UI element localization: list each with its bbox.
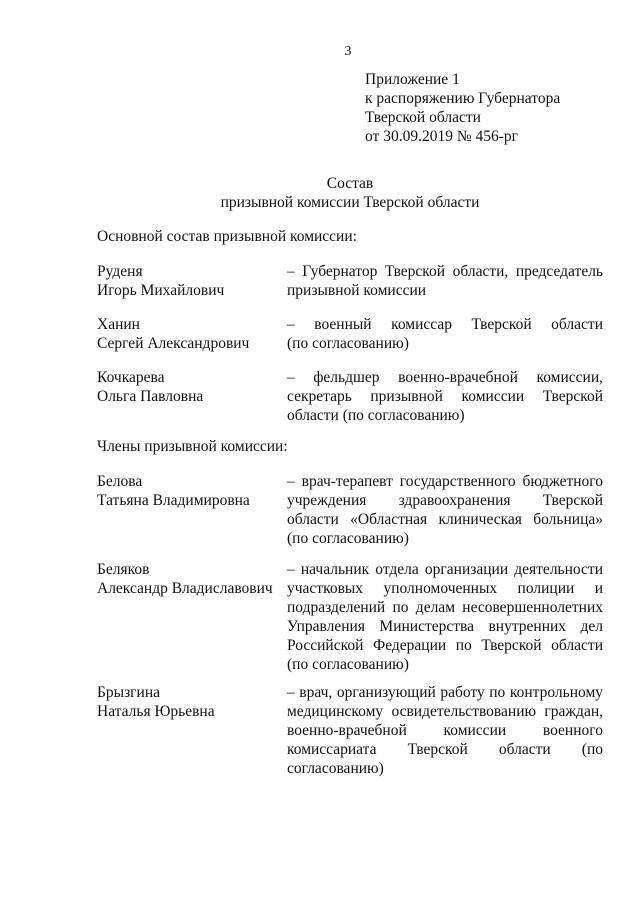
member-surname: Руденя [97, 263, 143, 280]
title-line: Состав [326, 175, 374, 192]
role-line: – фельдшер военно-врачебной комиссии, [287, 369, 603, 386]
appendix-line: Приложение 1 [365, 71, 460, 88]
member-role [287, 683, 603, 778]
role-line: – военный комиссар Тверской области [287, 316, 603, 333]
member-given-name: Ольга Павловна [97, 388, 204, 405]
role-line: области «Областная клиническая больница» [287, 511, 603, 528]
title-line: призывной комиссии Тверской области [220, 194, 480, 211]
role-line: – врач-терапевт государственного бюджетного [287, 473, 603, 490]
member-role [287, 368, 603, 425]
member-surname: Беляков [97, 561, 150, 578]
members-heading: Члены призывной комиссии: [97, 438, 288, 455]
member-name [97, 262, 287, 300]
page-number: 3 [344, 44, 352, 59]
role-line: комиссариата Тверской области (по [287, 741, 603, 758]
role-line: Российской Федерации по Тверской области [287, 637, 603, 654]
role-line: Управления Министерства внутренних дел [287, 618, 603, 635]
member-given-name: Татьяна Владимировна [97, 492, 250, 509]
member-surname: Брызгина [97, 684, 161, 701]
appendix-line: к распоряжению Губернатора [365, 90, 561, 107]
member-given-name: Игорь Михайлович [97, 282, 225, 299]
role-line: участковых уполномоченных полиции и [287, 580, 603, 597]
role-line: согласованию) [287, 760, 384, 777]
role-line: учреждения здравоохранения Тверской [287, 492, 603, 509]
member-role [287, 262, 603, 300]
role-line: (по согласованию) [287, 530, 409, 547]
main-composition-heading: Основной состав призывной комиссии: [97, 228, 357, 245]
role-line: – врач, организующий работу по контрольному [287, 684, 603, 701]
member-given-name: Наталья Юрьевна [97, 703, 215, 720]
role-line: – начальник отдела организации деятельности [287, 561, 603, 578]
member-role [287, 560, 603, 674]
role-line: подразделений по делам несовершеннолетних [287, 599, 603, 616]
role-line: (по согласованию) [287, 335, 409, 352]
member-role [287, 472, 603, 548]
appendix-line: от 30.09.2019 № 456-рг [365, 128, 519, 145]
member-name [97, 472, 287, 510]
role-line: военно-врачебной комиссии военного [287, 722, 603, 739]
member-surname: Ханин [97, 316, 140, 333]
document-title [170, 174, 530, 212]
member-name [97, 560, 287, 598]
member-role [287, 315, 603, 353]
member-given-name: Александр Владиславович [97, 580, 273, 597]
appendix-block [365, 70, 560, 146]
member-given-name: Сергей Александрович [97, 335, 250, 352]
member-name [97, 683, 287, 721]
role-line: секретарь призывной комиссии Тверской [287, 388, 603, 405]
role-line: области (по согласованию) [287, 407, 465, 424]
member-surname: Белова [97, 473, 143, 490]
role-line: (по согласованию) [287, 656, 409, 673]
member-name [97, 315, 287, 353]
member-name [97, 368, 287, 406]
appendix-line: Тверской области [365, 109, 481, 126]
role-line: – Губернатор Тверской области, председатель [287, 263, 603, 280]
role-line: призывной комиссии [287, 282, 427, 299]
member-surname: Кочкарева [97, 369, 165, 386]
role-line: медицинскому освидетельствованию граждан, [287, 703, 603, 720]
